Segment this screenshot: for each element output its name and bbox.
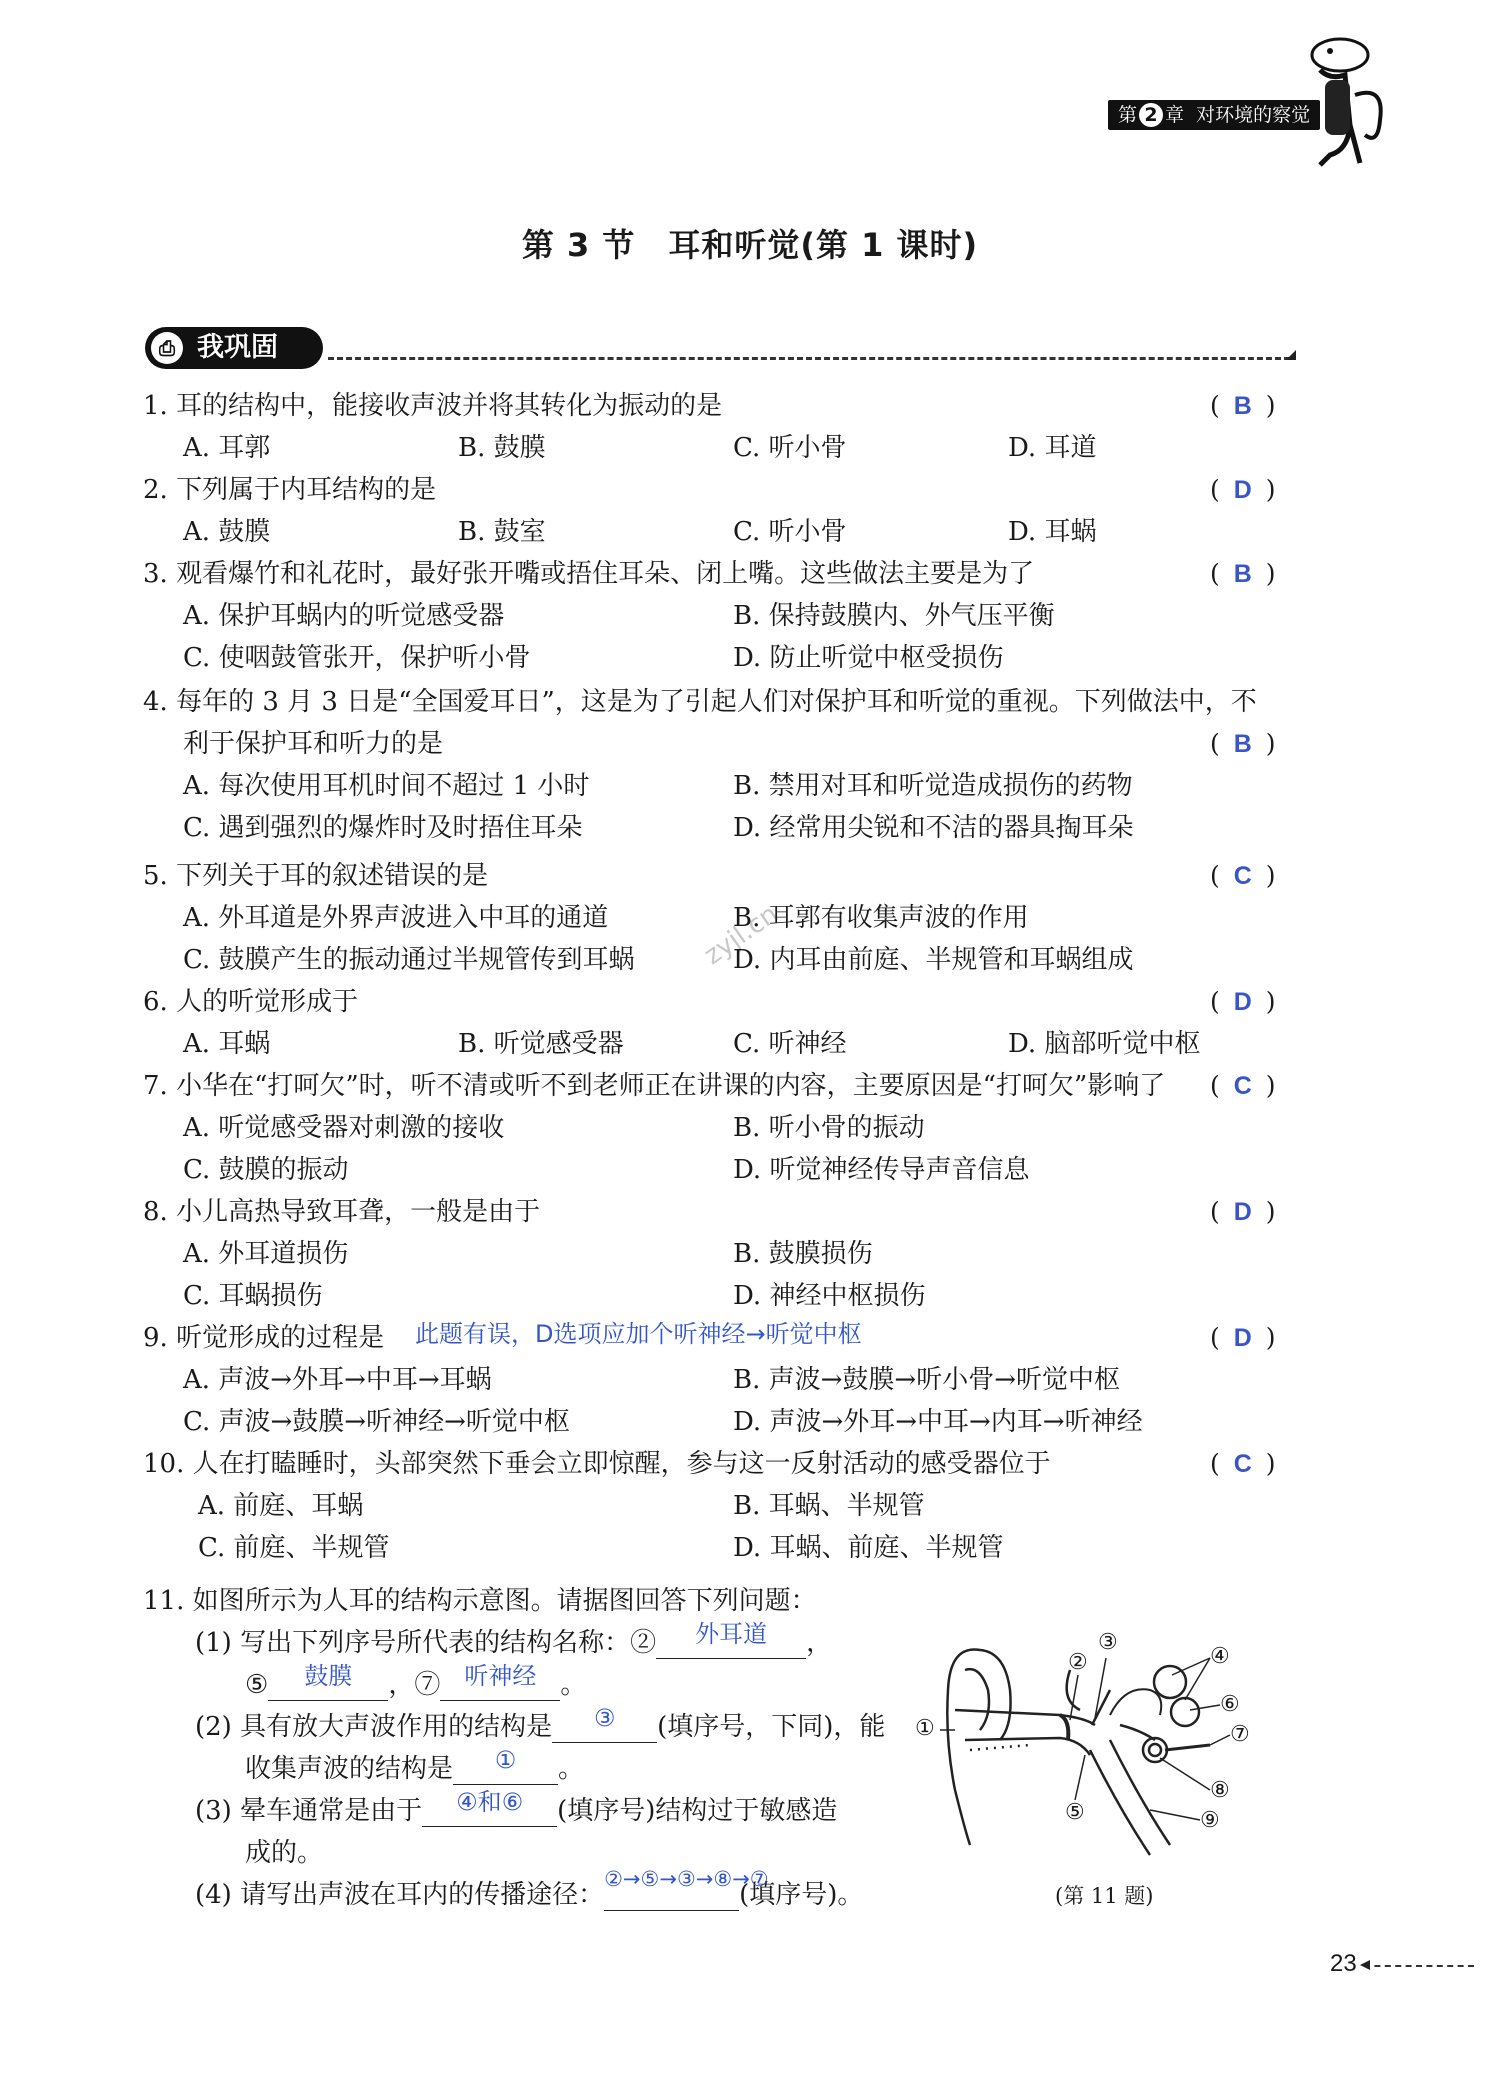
option-b: B. 禁用对耳和听觉造成损伤的药物 [733,771,1133,801]
q11-answer-7: 听神经 [464,1662,537,1690]
option-c: C. 鼓膜产生的振动通过半规管传到耳蜗 [183,945,635,975]
option-a: A. 保护耳蜗内的听觉感受器 [183,601,505,631]
q11-part3-line1 [195,1788,838,1827]
answer-box[interactable] [1210,390,1276,422]
chapter-prefix: 第 [1118,104,1138,126]
question-stem: 9. 听觉形成的过程是 [143,1323,385,1353]
paren-close: ) [1265,987,1276,1016]
option-d: D. 神经中枢损伤 [733,1281,926,1311]
q11-p1-label5: ⑤ [245,1670,269,1700]
answer-box[interactable] [1210,1448,1276,1480]
option-a: A. 每次使用耳机时间不超过 1 小时 [183,771,590,801]
q11-blank-2[interactable] [656,1620,806,1659]
option-a: A. 耳郭 [183,433,271,463]
option-c: C. 听小骨 [733,517,847,547]
option-a: A. 耳蜗 [183,1029,271,1059]
option-b: B. 鼓室 [458,517,546,547]
q11-part1-line2 [245,1662,587,1701]
q11-part1-line1 [195,1620,833,1659]
q11-p1-label7: ，⑦ [388,1670,441,1700]
answer-box[interactable] [1210,1070,1276,1102]
chapter-banner [1108,100,1320,130]
option-c: C. 鼓膜的振动 [183,1155,349,1185]
q11-p1-text: (1) 写出下列序号所代表的结构名称：② [195,1628,657,1658]
option-d: D. 听觉神经传导声音信息 [733,1155,1030,1185]
figure-caption: (第 11 题) [1055,1884,1154,1908]
answer-letter: D [1233,476,1252,504]
option-c: C. 声波→鼓膜→听神经→听觉中枢 [183,1407,570,1437]
ear-label-1: ① [915,1716,935,1741]
paren-open: ( [1210,861,1220,890]
answer-letter: B [1233,392,1252,420]
handwritten-note: 此题有误，D选项应加个听神经→听觉中枢 [415,1320,862,1348]
option-b: B. 鼓膜损伤 [733,1239,873,1269]
answer-box[interactable] [1210,860,1276,892]
option-a: A. 鼓膜 [183,517,271,547]
q11-p3-tail: (填序号)结构过于敏感造 [557,1796,838,1826]
ear-label-9: ⑨ [1200,1808,1220,1833]
option-c: C. 听小骨 [733,433,847,463]
answer-letter: C [1233,1072,1252,1100]
q11-blank-5[interactable] [268,1662,388,1701]
question-stem: 7. 小华在“打呵欠”时，听不清或听不到老师正在讲课的内容，主要原因是“打呵欠”影响了 [143,1071,1166,1101]
paren-close: ) [1265,1071,1276,1100]
option-a: A. 听觉感受器对刺激的接收 [183,1113,505,1143]
paren-open: ( [1210,987,1220,1016]
q11-part2-line2 [245,1746,585,1785]
answer-box[interactable] [1210,558,1276,590]
option-d: D. 脑部听觉中枢 [1008,1029,1201,1059]
ear-diagram [910,1630,1310,1870]
answer-letter: B [1233,730,1252,758]
answer-letter: D [1233,1198,1252,1226]
question-stem: 2. 下列属于内耳结构的是 [143,475,437,505]
paren-open: ( [1210,1197,1220,1226]
option-b: B. 听觉感受器 [458,1029,624,1059]
q11-answer-2: 外耳道 [695,1620,768,1648]
question-stem: 10. 人在打瞌睡时，头部突然下垂会立即惊醒，参与这一反射活动的感受器位于 [143,1449,1051,1479]
chapter-title: 对环境的察觉 [1196,104,1311,126]
ear-label-2: ② [1068,1650,1088,1675]
option-b: B. 耳郭有收集声波的作用 [733,903,1029,933]
chapter-suffix: 章 [1165,104,1185,126]
option-d: D. 内耳由前庭、半规管和耳蜗组成 [733,945,1134,975]
option-c: C. 听神经 [733,1029,847,1059]
page-number: 23 [1330,1950,1357,1977]
q11-blank-collect[interactable] [453,1746,558,1785]
paren-open: ( [1210,559,1220,588]
page-arrow-icon [1360,1960,1370,1970]
paren-close: ) [1265,729,1276,758]
answer-letter: D [1233,988,1252,1016]
paren-close: ) [1265,861,1276,890]
answer-letter: C [1233,1450,1252,1478]
q11-part2-line1 [195,1704,886,1743]
paren-close: ) [1265,559,1276,588]
q11-p4-tail: (填序号)。 [739,1880,864,1910]
q11-answer-path: ②→⑤→③→⑧→⑦ [604,1867,769,1891]
q11-p2-tail: (填序号，下同)，能 [657,1712,886,1742]
q11-answer-amplify: ③ [593,1704,616,1732]
option-a: A. 前庭、耳蜗 [198,1491,364,1521]
q11-answer-collect: ① [494,1746,517,1774]
paren-close: ) [1265,475,1276,504]
question-stem: 8. 小儿高热导致耳聋，一般是由于 [143,1197,541,1227]
section-label: 我巩固 [197,332,278,363]
answer-box[interactable] [1210,986,1276,1018]
answer-letter: D [1233,1324,1252,1352]
option-b: B. 保持鼓膜内、外气压平衡 [733,601,1055,631]
q11-p2-text: (2) 具有放大声波作用的结构是 [195,1712,553,1742]
option-d: D. 耳道 [1008,433,1097,463]
option-d: D. 耳蜗、前庭、半规管 [733,1533,1004,1563]
paren-close: ) [1265,1323,1276,1352]
option-d: D. 经常用尖锐和不洁的器具掏耳朵 [733,813,1134,843]
paren-close: ) [1265,1449,1276,1478]
paren-open: ( [1210,391,1220,420]
option-d: D. 防止听觉中枢受损伤 [733,643,1004,673]
question-stem: 1. 耳的结构中，能接收声波并将其转化为振动的是 [143,391,723,421]
q11-p1-comma: ， [806,1628,833,1658]
q11-blank-amplify[interactable] [552,1704,657,1743]
question-stem: 4. 每年的 3 月 3 日是“全国爱耳日”，这是为了引起人们对保护耳和听觉的重视。下列做法中，不 [143,687,1257,717]
question-stem: 3. 观看爆竹和礼花时，最好张开嘴或捂住耳朵、闭上嘴。这些做法主要是为了 [143,559,1035,589]
ear-label-8: ⑧ [1210,1778,1230,1803]
option-c: C. 遇到强烈的爆炸时及时捂住耳朵 [183,813,583,843]
paren-close: ) [1265,391,1276,420]
q11-part4 [195,1867,864,1911]
question-stem: 5. 下列关于耳的叙述错误的是 [143,861,489,891]
answer-letter: B [1233,560,1252,588]
q11-p1-end: 。 [560,1670,587,1700]
ear-label-6: ⑥ [1220,1692,1240,1717]
q11-blank-path[interactable] [604,1867,769,1911]
option-b: B. 听小骨的振动 [733,1113,925,1143]
option-b: B. 鼓膜 [458,433,546,463]
answer-box[interactable] [1210,1196,1276,1228]
ear-label-3: ③ [1098,1630,1118,1655]
q11-p3-text: (3) 晕车通常是由于 [195,1796,423,1826]
q11-p2-text2: 收集声波的结构是 [245,1754,454,1784]
q11-stem: 11. 如图所示为人耳的结构示意图。请据图回答下列问题： [143,1586,817,1616]
option-b: B. 耳蜗、半规管 [733,1491,925,1521]
answer-box[interactable] [1210,728,1276,760]
q11-answer-5: 鼓膜 [304,1662,353,1690]
q11-p2-end: 。 [558,1754,585,1784]
option-a: A. 声波→外耳→中耳→耳蜗 [183,1365,492,1395]
option-d: D. 耳蜗 [1008,517,1097,547]
paren-open: ( [1210,1071,1220,1100]
q11-blank-7[interactable] [440,1662,560,1701]
page-arrow-line [1364,1965,1474,1967]
chapter-number: 2 [1139,103,1163,127]
answer-box[interactable] [1210,474,1276,506]
ear-label-4: ④ [1210,1644,1230,1669]
paren-open: ( [1210,729,1220,758]
option-c: C. 使咽鼓管张开，保护听小骨 [183,643,531,673]
q11-p4-text: (4) 请写出声波在耳内的传播途径： [195,1880,605,1910]
q11-answer-motion: ④和⑥ [456,1788,524,1816]
answer-box[interactable] [1210,1322,1276,1354]
paren-open: ( [1210,475,1220,504]
paren-open: ( [1210,1449,1220,1478]
option-d: D. 声波→外耳→中耳→内耳→听神经 [733,1407,1143,1437]
question-stem-cont: 利于保护耳和听力的是 [183,729,444,759]
paren-close: ) [1265,1197,1276,1226]
answer-letter: C [1233,862,1252,890]
section-badge [145,327,323,369]
q11-p3-end: 成的。 [245,1838,324,1868]
q11-blank-motion[interactable] [422,1788,557,1827]
watermark: zyjl.cn [698,899,784,971]
option-b: B. 声波→鼓膜→听小骨→听觉中枢 [733,1365,1120,1395]
ear-label-5: ⑤ [1065,1800,1085,1825]
option-a: A. 外耳道损伤 [183,1239,349,1269]
question-stem: 6. 人的听觉形成于 [143,987,359,1017]
divider-end-icon [1286,350,1296,360]
page-title: 第 3 节 耳和听觉(第 1 课时) [521,226,979,264]
option-a: A. 外耳道是外界声波进入中耳的通道 [183,903,609,933]
ear-label-7: ⑦ [1230,1722,1250,1747]
printer-icon: ⎙ [151,332,183,364]
option-c: C. 前庭、半规管 [198,1533,390,1563]
section-divider [328,357,1290,360]
mascot-icon [1300,25,1390,170]
paren-open: ( [1210,1323,1220,1352]
option-c: C. 耳蜗损伤 [183,1281,323,1311]
